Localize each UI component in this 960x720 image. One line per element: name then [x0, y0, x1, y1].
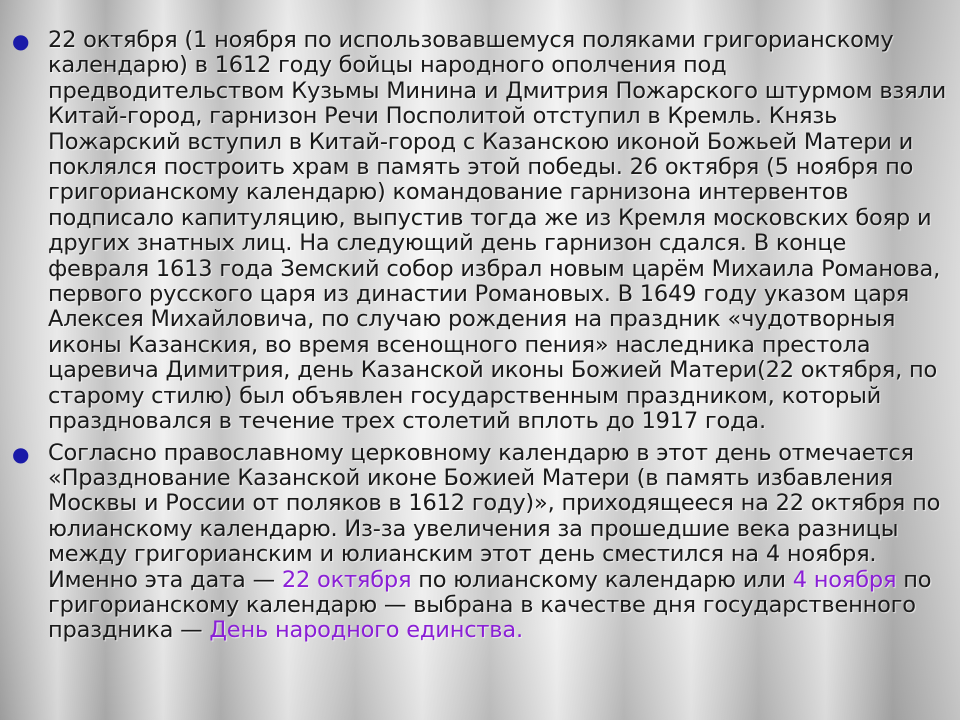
paragraph-history: 22 октября (1 ноября по использовавшемуся поляками григорианскому календарю) в 1612 году бойцы народного ополчения под предводительством Кузьмы Минина и Дмитрия Пожарского штурмом взяли Китай-город, гарнизон Речи Посполитой отступил в Кремль. Князь Пожарский вступил в Китай-город с Казанскою иконой Божьей Матери и поклялся построить храм в память этой победы. 26 октября (5 ноября по григорианскому календарю) командование гарнизона интервентов подписало капитуляцию, выпустив тогда же из Кремля московских бояр и других знатных лиц. На следующий день гарнизон сдался. В конце февраля 1613 года Земский собор избрал новым царём Михаила Романова, первого русского царя из династии Романовых. В 1649 году указом царя Алексея Михайловича, по случаю рождения на праздник «чудотворныя иконы Казанския, во время всенощного пения» наследника престола царевича Димитрия, день Казанской иконы Божией Матери(22 октября, по старому стилю) был объявлен государственным праздником, который праздновался в течение трех столетий вплоть до 1917 года.	[48, 27, 947, 435]
bullet-dot-icon: ●	[12, 29, 30, 53]
slide-content	[10, 28, 950, 650]
bullet-dot-icon: ●	[12, 441, 30, 466]
bullet-item-2	[10, 441, 950, 644]
link-unity-day[interactable]: День народного единства.	[209, 617, 523, 644]
link-22-october[interactable]: 22 октября	[281, 566, 412, 593]
paragraph-text: по юлианскому календарю или	[411, 566, 793, 593]
bullet-item-1	[10, 28, 950, 435]
paragraph-text: по григорианскому календарю — выбрана в качестве дня государственного праздника —	[48, 566, 932, 644]
link-4-november[interactable]: 4 ноября	[792, 566, 897, 593]
paragraph-holiday	[48, 441, 950, 644]
paragraph-text: Согласно православному церковному календарю в этот день отмечается «Празднование Казанской иконе Божией Матери (в память избавления Москвы и России от поляков в 1612 году)», приходящееся на 22 октября по юлианскому календарю. Из-за увеличения за прошедшие века разницы между григорианским и юлианским этот день сместился на 4 ноября. Именно эта дата —	[48, 439, 941, 593]
